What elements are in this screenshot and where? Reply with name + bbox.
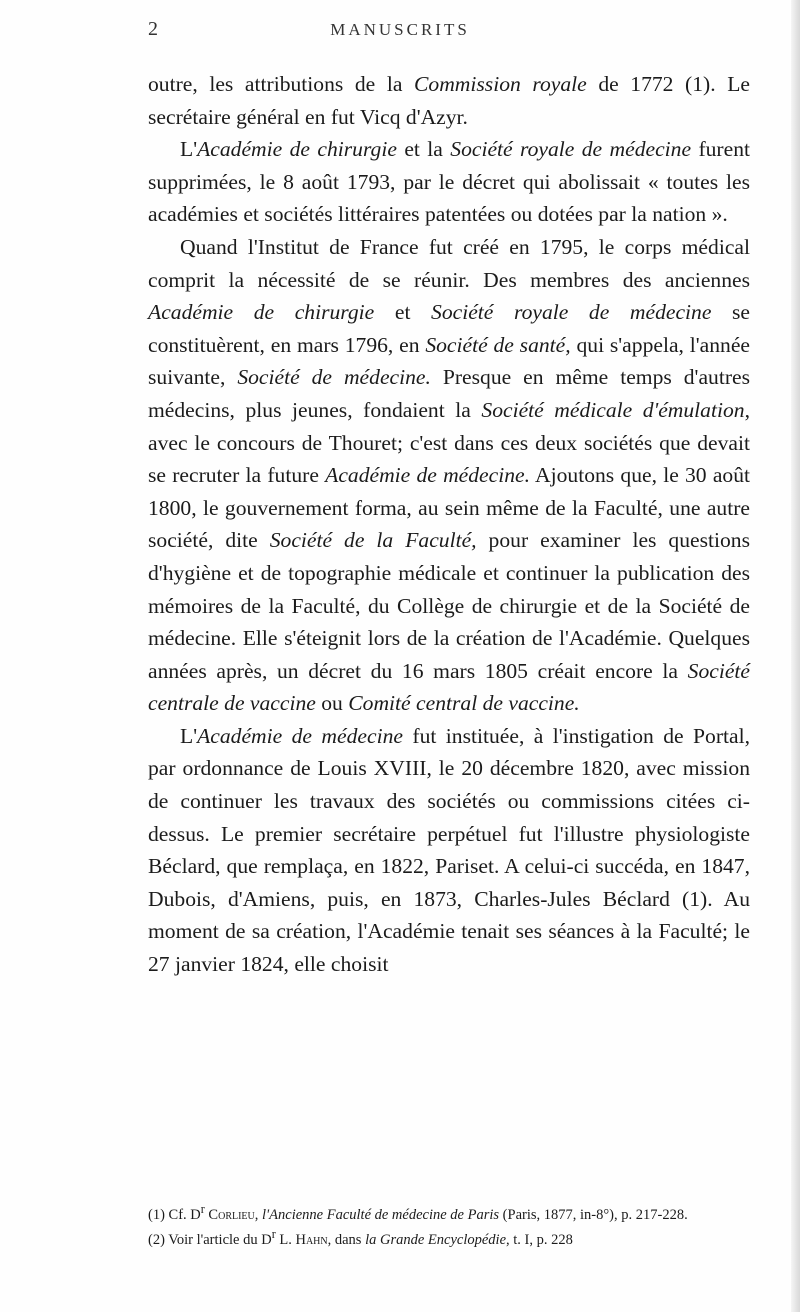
paragraph-2: L'Académie de chirurgie et la Société royale de médecine furent supprimées, le 8 août 1793, par le décret qui abolissait « toutes les académies et sociétés littéraires patentées ou dotées par la nation ». [148,137,751,227]
body-text [148,68,750,981]
paragraph-1: outre, les attributions de la Commission royale de 1772 (1). Le secrétaire général en fut Vicq d'Azyr. [148,72,750,129]
running-title: MANUSCRITS [330,20,470,39]
page-edge-shadow [791,0,800,1312]
footnote-2: (2) Voir l'article du $D^r$ L. Hahn, dans la Grande Encyclopédie, t. I, p. 228 [148,1227,573,1249]
page-number: 2 [148,18,158,40]
paragraph-3: Quand l'Institut de France fut créé en 1795, le corps médical comprit la nécessité de se réunir. Des membres des anciennes Académie de chirurgie et Société royale de médecine se constituèrent, en mars 1796, en Société de santé, qui s'appela, l'année suivante, Société de médecine. Presque en même temps d'autres médecins, plus jeunes, fondaient la Société médicale d'émulation, avec le concours de Thouret; c'est dans ces deux sociétés que devait se recruter la future Académie de médecine. Ajoutons que, le 30 août 1800, le gouvernement forma, au sein même de la Faculté, une autre société, dite Société de la Faculté, pour examiner les questions d'hygiène et de topographie médicale et continuer la publication des mémoires de la Faculté, du Collège de chirurgie et de la Société de médecine. Elle s'éteignit lors de la création de l'Académie. Quelques années après, un décret du 16 mars 1805 créait encore la Société centrale de vaccine ou Comité central de vaccine. [148,234,751,716]
paragraph-4: L'Académie de médecine fut instituée, à l'instigation de Portal, par ordonnance de Louis XVIII, le 20 décembre 1820, avec mission de continuer les travaux des sociétés ou commissions citées ci-dessus. Le premier secrétaire perpétuel fut l'illustre physiologiste Béclard, que remplaça, en 1822, Pariset. A celui-ci succéda, en 1847, Dubois, d'Amiens, puis, en 1873, Charles-Jules Béclard (1). Au moment de sa création, l'Académie tenait ses séances à la Faculté; le 27 janvier 1824, elle choisit [148,723,750,977]
footnotes [148,1200,758,1251]
footnote-1: (1) Cf. $D^r$ Corlieu, l'Ancienne Faculté de médecine de Paris (Paris, 1877, in-8°), p. 217-228. [148,1202,688,1223]
page-header [0,18,800,48]
